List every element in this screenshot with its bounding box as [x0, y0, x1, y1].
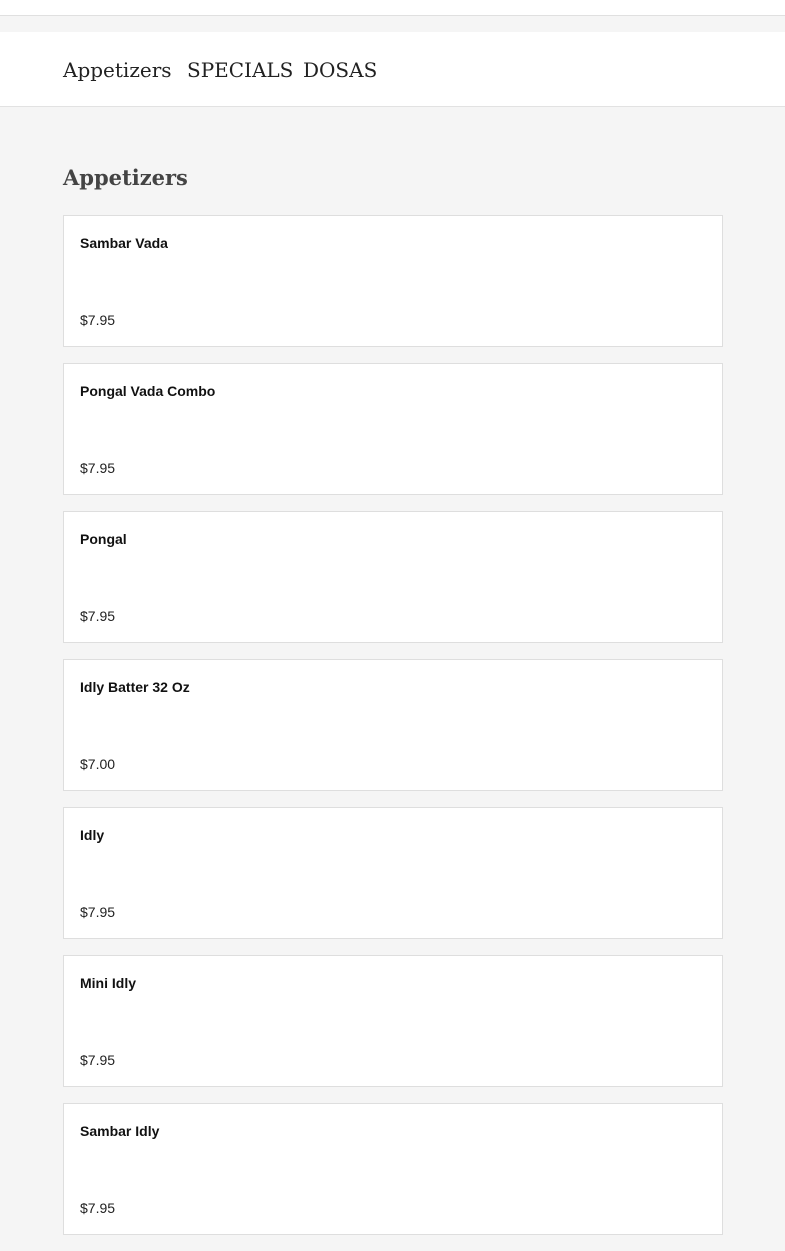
item-price: $7.95	[80, 312, 116, 328]
item-price: $7.00	[80, 756, 116, 772]
item-name: Idly	[80, 827, 105, 843]
menu-item-card[interactable]	[63, 955, 723, 1087]
item-name: Pongal Vada Combo	[80, 383, 216, 399]
menu-item-card[interactable]	[63, 1103, 723, 1235]
menu-item-card[interactable]	[63, 511, 723, 643]
menu-item-card[interactable]	[63, 363, 723, 495]
item-price: $7.95	[80, 608, 116, 624]
top-header-strip	[0, 0, 785, 16]
item-name: Sambar Vada	[80, 235, 168, 251]
item-price: $7.95	[80, 904, 116, 920]
menu-item-card[interactable]	[63, 659, 723, 791]
menu-item-card[interactable]	[63, 807, 723, 939]
tab-dosas[interactable]: DOSAS	[303, 58, 378, 82]
item-name: Mini Idly	[80, 975, 136, 991]
item-price: $7.95	[80, 1200, 116, 1216]
item-price: $7.95	[80, 460, 116, 476]
item-name: Pongal	[80, 531, 127, 547]
menu-item-card[interactable]	[63, 215, 723, 347]
item-name: Idly Batter 32 Oz	[80, 679, 190, 695]
section-title: Appetizers	[63, 165, 188, 190]
tab-appetizers[interactable]: Appetizers	[63, 58, 172, 82]
item-price: $7.95	[80, 1052, 116, 1068]
menu-item-list	[63, 215, 723, 1251]
item-name: Sambar Idly	[80, 1123, 160, 1139]
category-nav	[0, 32, 785, 107]
tab-specials[interactable]: SPECIALS	[187, 58, 294, 82]
